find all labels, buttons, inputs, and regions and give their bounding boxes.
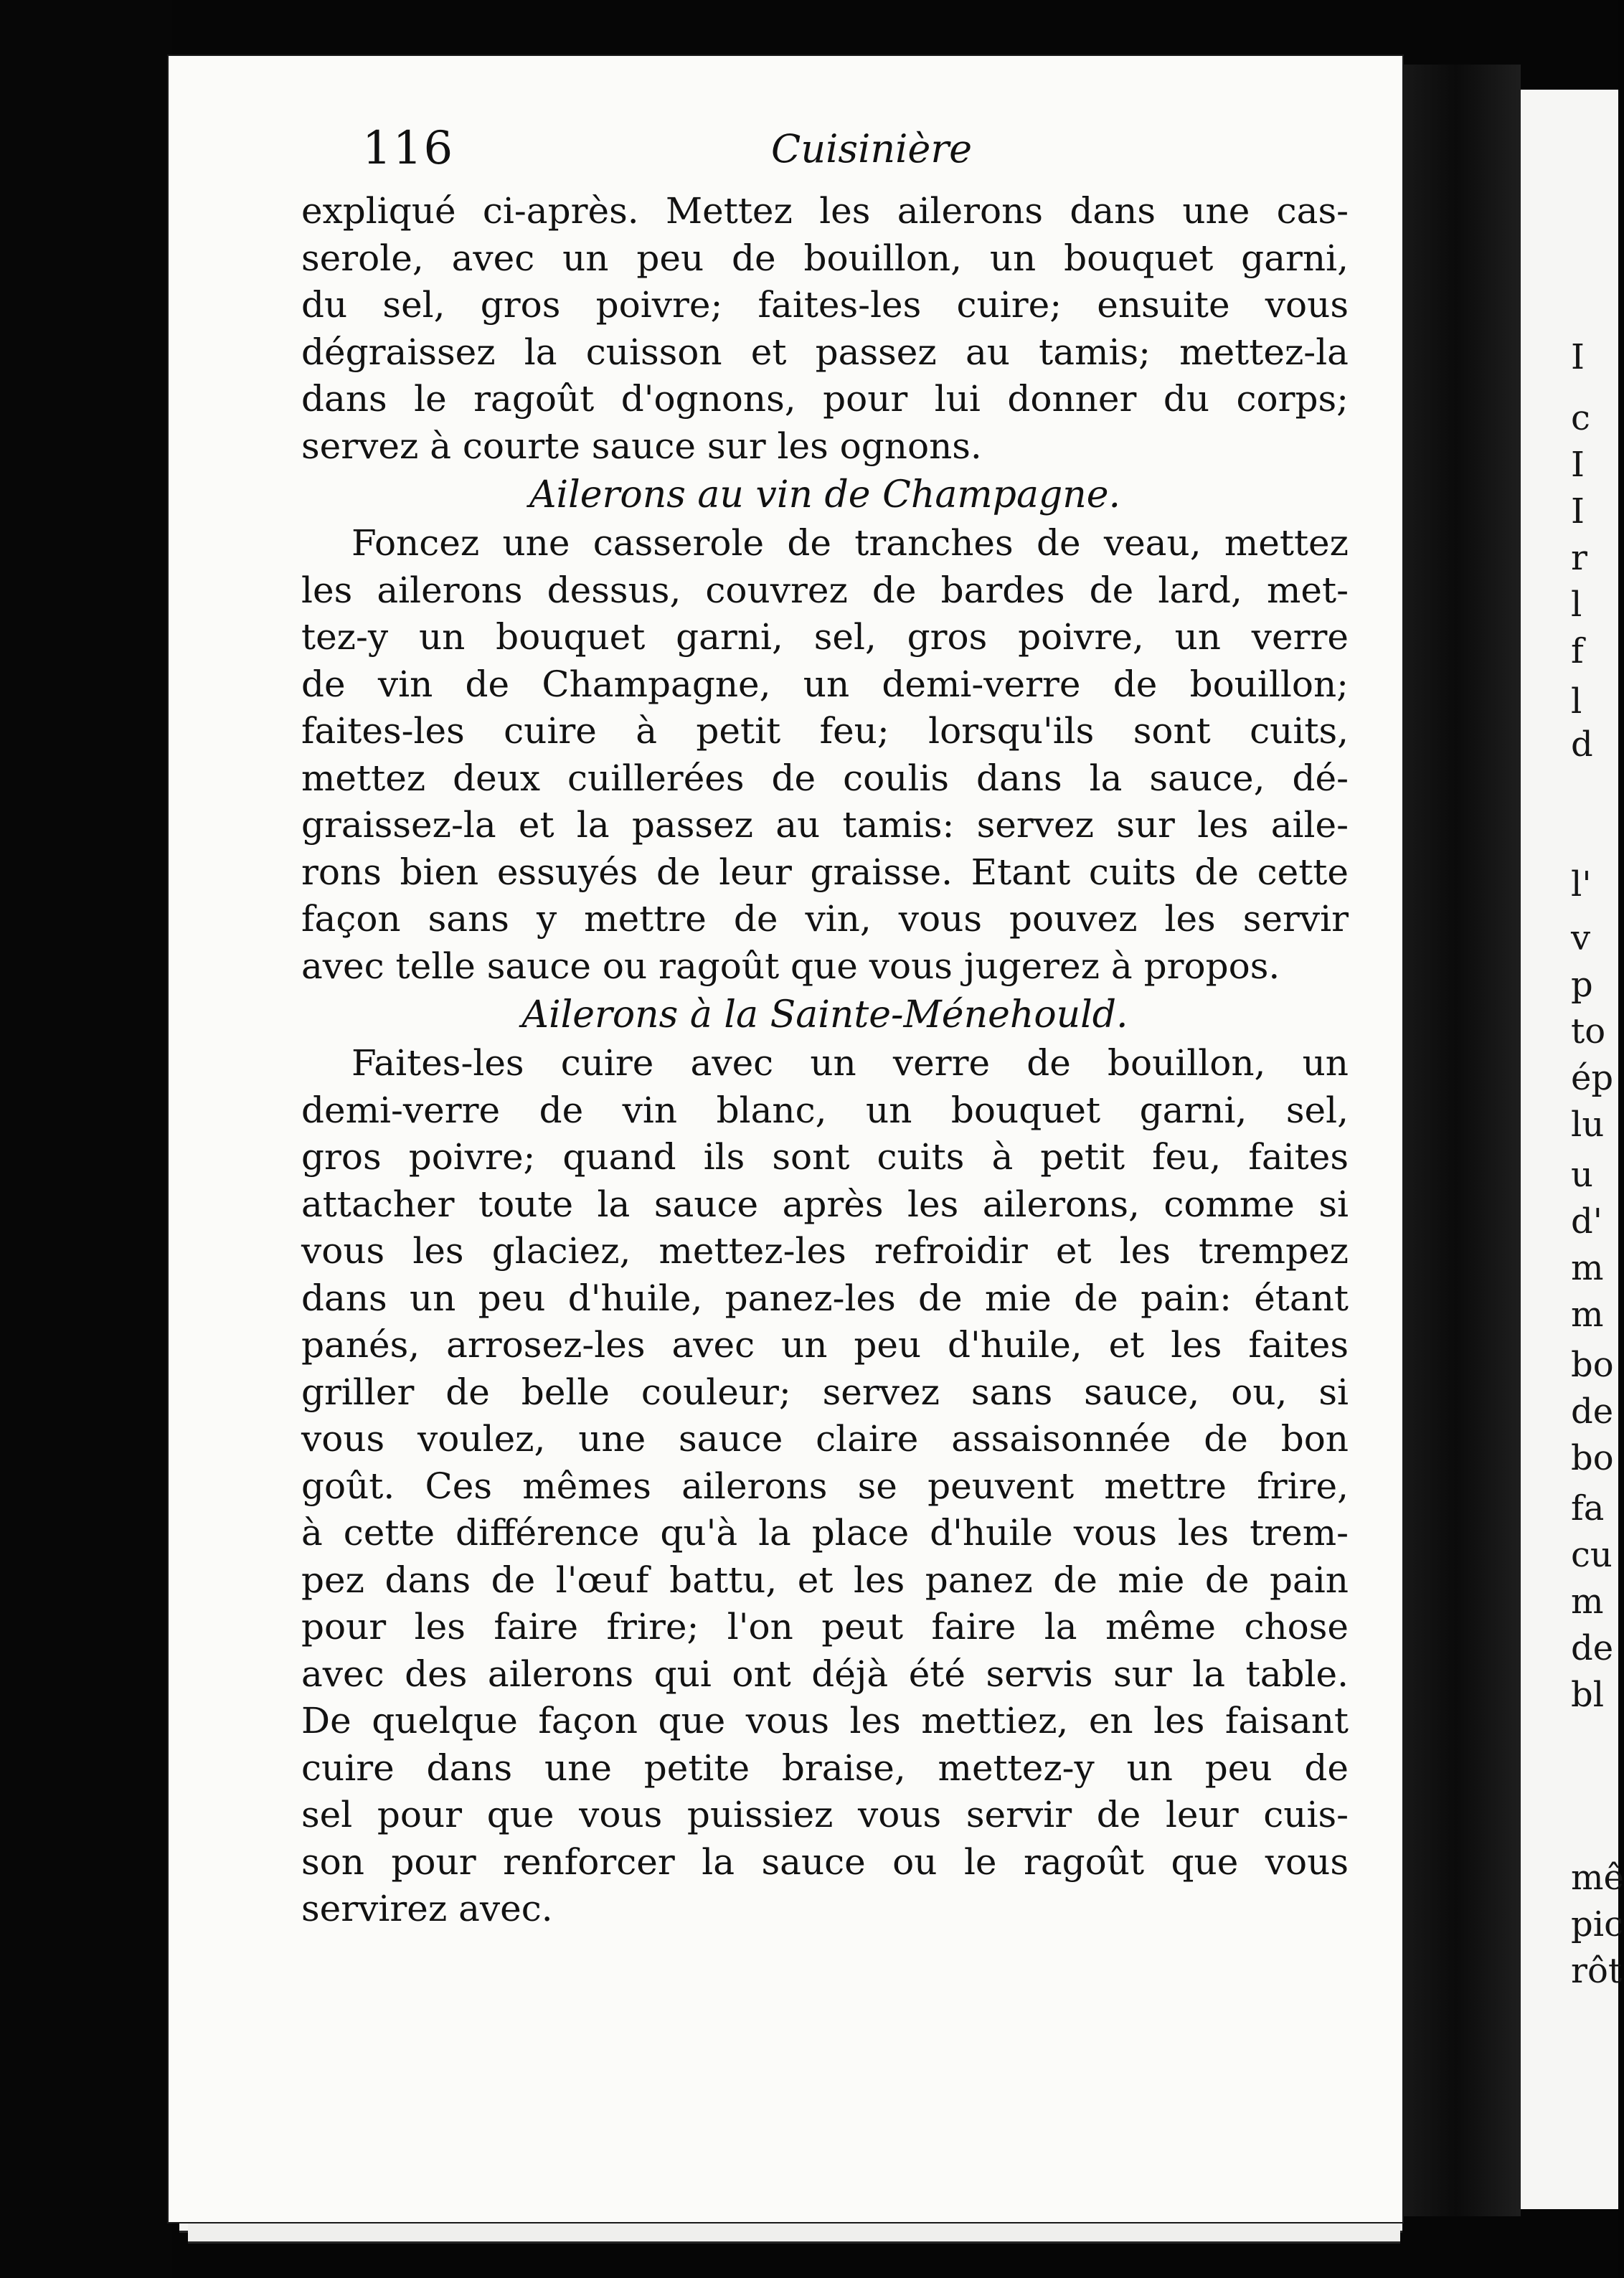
text-fragment: rôt — [1571, 1951, 1623, 1991]
paragraph — [301, 1040, 1349, 1933]
text-fragment: l — [1571, 585, 1582, 625]
text-fragment: to — [1571, 1011, 1606, 1051]
text-line: tez-y un bouquet garni, sel, gros poivre, un verre — [301, 616, 1349, 658]
section-heading: Ailerons au vin de Champagne. — [529, 473, 1121, 516]
text-line: pez dans de l'œuf battu, et les panez de mie de pain — [301, 1559, 1349, 1601]
text-fragment: cu — [1571, 1535, 1613, 1575]
text-line: demi-verre de vin blanc, un bouquet garni, sel, — [301, 1089, 1349, 1131]
text-line: Faites-les cuire avec un verre de bouillon, un — [351, 1042, 1349, 1084]
text-fragment: I — [1571, 337, 1585, 377]
text-fragment: u — [1571, 1155, 1593, 1195]
text-fragment: de — [1571, 1628, 1614, 1668]
text-line: attacher toute la sauce après les ailerons, comme si — [301, 1183, 1349, 1225]
text-fragment: c — [1571, 398, 1590, 438]
text-fragment: v — [1571, 918, 1591, 958]
running-head — [362, 122, 1366, 186]
text-fragment: d' — [1571, 1201, 1602, 1242]
text-line: sel pour que vous puissiez vous servir de leur cuis- — [301, 1794, 1349, 1835]
text-line: dans le ragoût d'ognons, pour lui donner du corps; — [301, 378, 1349, 420]
text-line: graissez-la et la passez au tamis: servez sur les aile- — [301, 804, 1349, 846]
text-line: du sel, gros poivre; faites-les cuire; ensuite vous — [301, 284, 1349, 326]
text-line: faites-les cuire à petit feu; lorsqu'ils sont cuits, — [301, 710, 1349, 752]
text-line: servez à courte sauce sur les ognons. — [301, 425, 982, 467]
text-line: goût. Ces mêmes ailerons se peuvent mettre frire, — [301, 1465, 1349, 1507]
text-line: dégraissez la cuisson et passez au tamis; mettez-la — [301, 331, 1349, 373]
text-line: De quelque façon que vous les mettiez, en les faisant — [301, 1700, 1349, 1741]
text-fragment: m — [1571, 1582, 1604, 1622]
text-fragment: f — [1571, 631, 1584, 671]
page-number: 116 — [362, 122, 455, 175]
text-line: façon sans y mettre de vin, vous pouvez les servir — [301, 898, 1349, 940]
text-line: son pour renforcer la sauce ou le ragoût que vous — [301, 1840, 1349, 1883]
text-line: panés, arrosez-les avec un peu d'huile, et les faites — [301, 1324, 1349, 1366]
text-fragment: bo — [1571, 1345, 1614, 1385]
text-fragment: p — [1571, 965, 1593, 1005]
paragraph — [301, 188, 1349, 470]
text-line: gros poivre; quand ils sont cuits à petit feu, faites — [301, 1136, 1349, 1178]
text-line: mettez deux cuillerées de coulis dans la sauce, dé- — [301, 757, 1349, 799]
text-line: servirez avec. — [301, 1888, 553, 1929]
text-line: de vin de Champagne, un demi-verre de bouillon; — [301, 663, 1349, 705]
scanner-background — [0, 0, 172, 2278]
text-line: griller de belle couleur; servez sans sauce, ou, si — [301, 1371, 1349, 1413]
text-line: avec des ailerons qui ont déjà été servis sur la table. — [301, 1653, 1349, 1695]
text-fragment: I — [1571, 445, 1585, 485]
text-line: vous voulez, une sauce claire assaisonnée de bon — [301, 1418, 1349, 1460]
text-line: vous les glaciez, mettez-les refroidir et les trempez — [301, 1230, 1349, 1272]
text-line: avec telle sauce ou ragoût que vous jugerez à propos. — [301, 945, 1280, 987]
book-gutter — [1402, 65, 1521, 2216]
paragraph — [301, 520, 1349, 990]
text-fragment: lu — [1571, 1105, 1605, 1145]
text-line: Foncez une casserole de tranches de veau, mettez — [351, 522, 1349, 564]
text-line: serole, avec un peu de bouillon, un bouquet garni, — [301, 237, 1349, 279]
text-fragment: fa — [1571, 1488, 1605, 1528]
text-line: les ailerons dessus, couvrez de bardes de lard, met- — [301, 569, 1349, 611]
text-fragment: bl — [1571, 1675, 1605, 1715]
text-fragment: m — [1571, 1248, 1604, 1288]
text-line: rons bien essuyés de leur graisse. Etant cuits de cette — [301, 851, 1349, 893]
text-fragment: l' — [1571, 864, 1592, 904]
text-fragment: de — [1571, 1391, 1614, 1432]
section-heading: Ailerons à la Sainte-Ménehould. — [521, 993, 1128, 1036]
text-fragment: d — [1571, 724, 1593, 765]
text-fragment: pic — [1571, 1904, 1623, 1944]
text-fragment: ép — [1571, 1058, 1614, 1098]
text-fragment: I — [1571, 491, 1585, 531]
text-fragment: r — [1571, 538, 1587, 578]
text-line: dans un peu d'huile, panez-les de mie de pain: étant — [301, 1277, 1349, 1319]
text-fragment: mê — [1571, 1858, 1624, 1898]
text-line: à cette différence qu'à la place d'huile vous les trem- — [301, 1512, 1349, 1554]
page-text — [301, 188, 1349, 1933]
running-title: Cuisinière — [771, 126, 973, 171]
text-fragment: bo — [1571, 1438, 1614, 1478]
text-fragment: m — [1571, 1295, 1604, 1335]
text-line: cuire dans une petite braise, mettez-y un peu de — [301, 1747, 1349, 1789]
text-fragment: l — [1571, 681, 1582, 722]
text-line: pour les faire frire; l'on peut faire la même chose — [301, 1606, 1349, 1648]
text-line: expliqué ci-après. Mettez les ailerons dans une cas- — [301, 190, 1349, 232]
